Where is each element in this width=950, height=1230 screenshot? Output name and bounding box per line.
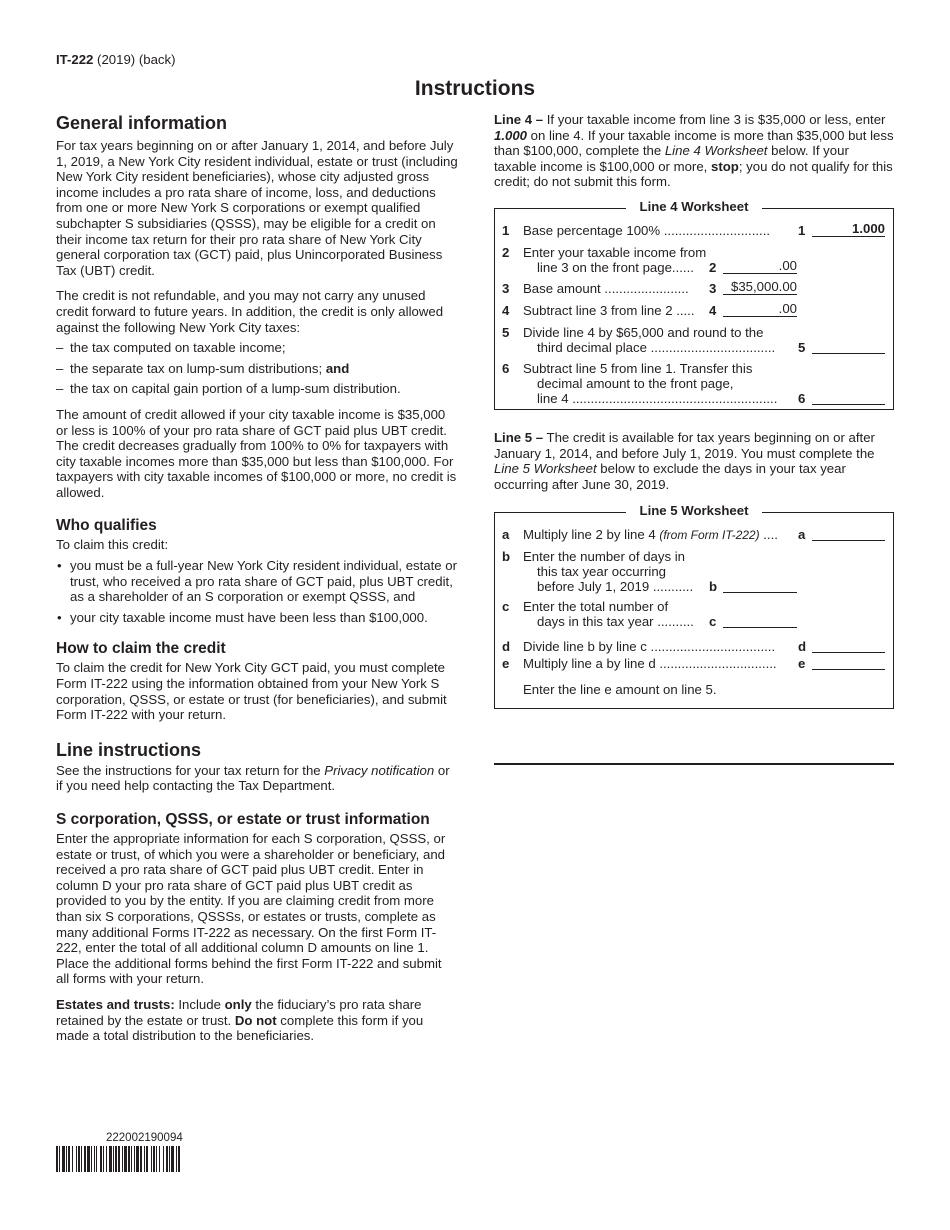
dash-item — [56, 361, 458, 377]
row-number: 3 — [502, 280, 510, 296]
barcode-bar — [169, 1146, 170, 1172]
line5-worksheet — [494, 513, 894, 709]
form-year-side: (2019) (back) — [93, 52, 176, 67]
barcode-bar — [115, 1146, 117, 1172]
row-text: Base percentage 100% ............................. — [523, 222, 771, 238]
barcode-bar — [151, 1146, 152, 1172]
row-text: Subtract line 5 from line 1. Transfer this — [523, 360, 753, 376]
barcode-bar — [156, 1146, 157, 1172]
barcode-bar — [128, 1146, 130, 1172]
line-label: 6 — [798, 390, 806, 406]
barcode-bar — [81, 1146, 82, 1172]
barcode-bar — [146, 1146, 148, 1172]
barcode-bar — [144, 1146, 145, 1172]
text-run: only — [224, 996, 252, 1012]
ws5-line-d-field[interactable] — [812, 637, 885, 653]
text-run: complete this form if you made a total distribution to the beneficiaries. — [56, 1012, 424, 1044]
ws5-line-a-field[interactable] — [812, 525, 885, 541]
row-text: Enter the number of days in — [523, 549, 686, 565]
row-text — [523, 527, 778, 544]
barcode-bar — [72, 1146, 73, 1172]
ws5-line-e-field[interactable] — [812, 654, 885, 670]
row-text: this tax year occurring — [537, 564, 666, 580]
divider-rule — [494, 763, 894, 765]
row-text: Enter your taxable income from — [523, 244, 707, 260]
dash-text: the separate tax on lump-sum distributions; — [70, 360, 326, 376]
form-header — [56, 52, 175, 68]
barcode-bar — [171, 1146, 174, 1172]
row-text: Base amount ....................... — [523, 280, 689, 296]
dash-item — [56, 340, 458, 356]
dash-mark: – — [56, 360, 64, 376]
text-run: (from Form IT-222) — [659, 528, 760, 543]
barcode-bar — [66, 1146, 67, 1172]
line-label: 3 — [709, 280, 717, 296]
line-instructions-paragraph — [56, 763, 458, 794]
text-run: If your taxable income from line 3 is $35,000 or less, enter — [543, 112, 886, 127]
barcode-bar — [134, 1146, 135, 1172]
estates-paragraph — [56, 997, 458, 1044]
row-text: Subtract line 3 from line 2 ..... — [523, 302, 695, 318]
text-run: Line 5 Worksheet — [494, 461, 597, 477]
text-run: Line 5 – — [494, 429, 544, 445]
line-label: 2 — [709, 259, 717, 275]
text-run: the fiduciary’s pro rata share retained by the estate or trust. — [56, 996, 422, 1028]
row-text: Multiply line a by line d ................................ — [523, 656, 777, 672]
ws4-row-5 — [495, 321, 893, 357]
barcode-image — [56, 1146, 238, 1172]
line-label: a — [798, 527, 806, 543]
ws5-row-d — [495, 635, 893, 655]
barcode-bar — [131, 1146, 132, 1172]
bullet-mark: • — [57, 609, 62, 625]
dash-mark: – — [56, 340, 64, 356]
barcode-bar — [59, 1146, 60, 1172]
barcode-bar — [84, 1146, 86, 1172]
barcode-bar — [76, 1146, 77, 1172]
text-run: Include — [174, 996, 225, 1012]
barcode-bar — [56, 1146, 58, 1172]
form-id: IT-222 — [56, 52, 94, 67]
text-run: Multiply line 2 by line 4 — [523, 527, 660, 543]
text-run: below. If your taxable income is $100,000 or more, — [494, 143, 849, 174]
row-text: before July 1, 2019 ........... — [537, 579, 694, 595]
text-run: .... — [759, 527, 778, 543]
general-paragraph-1: For tax years beginning on or after January 1, 2014, and before July 1, 2019, a New York City resident individual, estate or trust (including New York City resident beneficiaries), whose city adjusted gross income includes a pro rata share of income, loss, and deductions from one or more New York S corporations or exempt qualified subchapter S subsidiaries (QSSS), may be eligible for a credit on their income tax return for their pro rata share of New York City general corporation tax (GCT) paid, plus Unincorporated Business Tax (UBT) credit. — [56, 138, 458, 278]
ws5-row-c — [495, 595, 893, 635]
bullet-mark: • — [57, 558, 62, 574]
ws5-line-c-field[interactable] — [723, 612, 797, 628]
text-run: Estates and trusts: — [56, 996, 175, 1012]
who-heading: Who qualifies — [56, 517, 157, 535]
barcode-bar — [159, 1146, 160, 1172]
barcode-bar — [94, 1146, 95, 1172]
text-run: The credit is available for tax years beginning on or after January 1, 2014, and before July 1, 2019. You must complete the — [494, 429, 875, 461]
how-paragraph: To claim the credit for New York City GCT paid, you must complete Form IT-222 using the information obtained from your New York S corporation, QSSS, or estate or trust (for beneficiaries), and submit Form IT-222 with your return. — [56, 660, 447, 723]
ws5-row-b — [495, 545, 893, 595]
barcode-bar — [166, 1146, 168, 1172]
row-letter: d — [502, 639, 511, 655]
barcode-bar — [100, 1146, 102, 1172]
barcode-bar — [136, 1146, 139, 1172]
barcode-bar — [176, 1146, 177, 1172]
line-label: d — [798, 639, 807, 655]
text-run: or if you need help contacting the Tax Department. — [56, 762, 450, 794]
barcode-bar — [122, 1146, 123, 1172]
privacy-notification-link: Privacy notification — [324, 762, 435, 778]
barcode-bar — [124, 1146, 127, 1172]
line4-worksheet-title: Line 4 Worksheet — [639, 198, 749, 214]
text-run: below to exclude the days in your tax year occurring after June 30, 2019. — [494, 461, 846, 492]
dash-text: the tax computed on taxable income; — [70, 340, 286, 356]
general-heading: General information — [56, 113, 228, 133]
right-column — [494, 112, 894, 709]
barcode-bar — [163, 1146, 164, 1172]
ws4-row-2 — [495, 241, 893, 277]
line-label: c — [709, 614, 717, 630]
barcode-bar — [109, 1146, 112, 1172]
row-letter: a — [502, 527, 510, 543]
line-label: e — [798, 656, 806, 672]
row-letter: c — [502, 599, 510, 615]
barcode-bar — [96, 1146, 97, 1172]
barcode-bar — [62, 1146, 65, 1172]
text-run: Do not — [234, 1012, 277, 1028]
row-number: 1 — [502, 222, 510, 238]
general-paragraph-3: The amount of credit allowed if your city taxable income is $35,000 or less is 100% of your pro rata share of GCT paid plus UBT credit. The credit decreases gradually from 100% to 0% for taxpayers with city taxable incomes more than $35,000 but less than $100,000. For taxpayers with city taxable incomes of $100,000 or more, no credit is allowed. — [56, 406, 457, 500]
line-label: 1 — [798, 222, 806, 238]
text-run: on line 4. If your taxable income is more than $35,000 but less than $100,000, complete the — [494, 127, 894, 159]
bullet-text: your city taxable income must have been less than $100,000. — [70, 609, 428, 625]
text-run: ; you do not qualify for this credit; do not submit this form. — [494, 158, 893, 190]
barcode-bar — [78, 1146, 80, 1172]
page-title: Instructions — [414, 77, 536, 100]
row-text: line 4 ........................................................ — [537, 390, 778, 406]
bullet-item — [56, 558, 458, 605]
text-run: stop — [710, 158, 739, 174]
line4-paragraph — [494, 112, 894, 190]
barcode-number: 222002190094 — [106, 1132, 183, 1144]
barcode-bar — [103, 1146, 104, 1172]
row-text: decimal amount to the front page, — [537, 375, 734, 391]
barcode-bar — [153, 1146, 155, 1172]
line-label: 4 — [709, 302, 717, 318]
barcode-bar — [118, 1146, 120, 1172]
row-number: 4 — [502, 302, 510, 318]
row-letter: b — [502, 549, 511, 565]
barcode-bar — [91, 1146, 92, 1172]
scorp-paragraph: Enter the appropriate information for each S corporation, QSSS, or estate or trust, of which you were a shareholder or beneficiary, and received a pro rata share of GCT paid plus UBT credit. Enter in column D your pro rata share of GCT paid plus UBT credit as provided to you by the entity. If you are claiming credit from more than six S corporations, QSSSs, or estates or trusts, complete as many additional Forms IT-222 as necessary. On the first Form IT-222, enter the total of all additional column D amounts on line 1. Place the additional forms behind the first Form IT-222 and submit all forms with your return. — [56, 831, 446, 987]
barcode-bar — [178, 1146, 180, 1172]
text-run: Line 4 Worksheet — [664, 143, 768, 159]
dash-text: the tax on capital gain portion of a lump-sum distribution. — [70, 381, 401, 397]
dash-mark: – — [56, 381, 64, 397]
row-number: 6 — [502, 360, 510, 376]
ws5-row-a — [495, 523, 893, 545]
bullet-text: you must be a full-year New York City resident individual, estate or trust, who received a pro rata share of GCT paid, plus UBT credit, as a shareholder of an S corporation or exempt QSSS, and — [70, 558, 458, 605]
dash-bold: and — [325, 360, 350, 376]
dash-item — [56, 381, 458, 397]
text-run: Line 4 – — [494, 112, 544, 127]
row-number: 2 — [502, 244, 510, 260]
row-text: third decimal place .................................. — [537, 339, 776, 355]
ws4-line5-field[interactable] — [812, 338, 885, 354]
left-column — [56, 112, 458, 1054]
text-run: 1.000 — [494, 127, 528, 143]
general-paragraph-2: The credit is not refundable, and you may not carry any unused credit forward to future years. In addition, the credit is only allowed against the following New York City taxes: — [56, 288, 444, 335]
ws4-line1-field[interactable]: 1.000 — [812, 221, 885, 237]
ws5-enter-note: Enter the line e amount on line 5. — [523, 682, 717, 698]
how-heading: How to claim the credit — [56, 640, 226, 658]
ws4-row-1 — [495, 219, 893, 241]
line5-worksheet-title: Line 5 Worksheet — [639, 503, 749, 519]
ws4-row-3 — [495, 277, 893, 299]
line-label: 5 — [798, 339, 806, 355]
text-run: See the instructions for your tax return for the — [56, 762, 325, 778]
barcode-bar — [140, 1146, 142, 1172]
ws4-line6-field[interactable] — [812, 389, 885, 405]
row-number: 5 — [502, 324, 510, 340]
ws5-line-b-field[interactable] — [723, 577, 797, 593]
row-text: days in this tax year .......... — [537, 614, 694, 630]
barcode-bar — [106, 1146, 107, 1172]
row-text: line 3 on the front page...... — [537, 259, 694, 275]
ws4-row-4 — [495, 299, 893, 321]
barcode-bar — [87, 1146, 90, 1172]
bullet-item — [56, 610, 458, 626]
line-label: b — [709, 579, 718, 595]
ws5-row-e — [495, 652, 893, 680]
row-text: Divide line b by line c .................................. — [523, 639, 776, 655]
ws4-line4-field[interactable]: .00 — [723, 301, 797, 317]
line-instructions-heading: Line instructions — [56, 739, 202, 760]
ws4-line2-field[interactable]: .00 — [723, 258, 797, 274]
row-letter: e — [502, 656, 510, 672]
line5-paragraph — [494, 430, 894, 492]
who-intro: To claim this credit: — [56, 537, 169, 553]
barcode-bar — [68, 1146, 70, 1172]
row-text: Enter the total number of — [523, 599, 669, 615]
scorp-heading: S corporation, QSSS, or estate or trust information — [56, 811, 430, 828]
row-text: Divide line 4 by $65,000 and round to the — [523, 324, 764, 340]
ws4-row-6 — [495, 357, 893, 407]
barcode-bar — [113, 1146, 114, 1172]
line4-worksheet — [494, 209, 894, 410]
ws4-line3-field: $35,000.00 — [723, 279, 797, 295]
